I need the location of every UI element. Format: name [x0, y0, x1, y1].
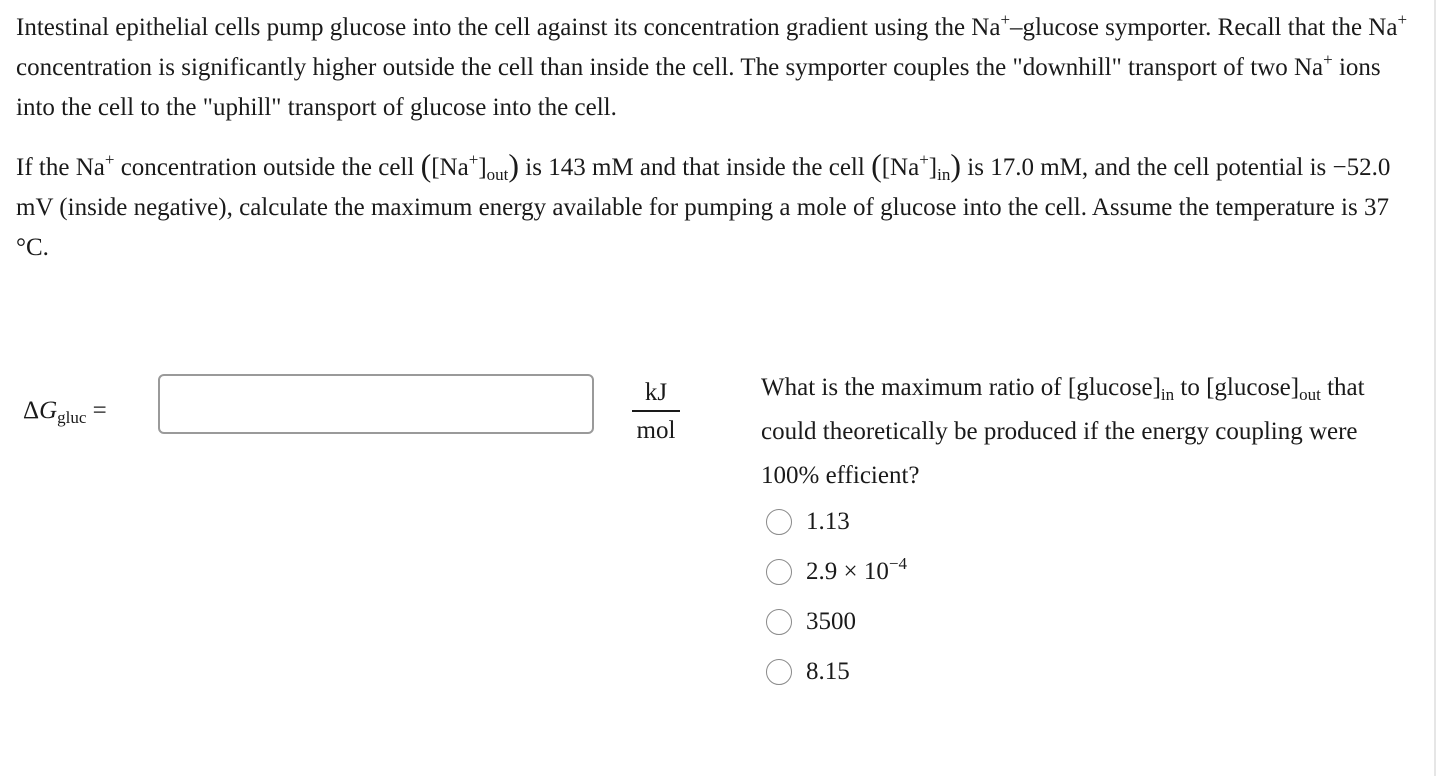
radio-button[interactable] [766, 509, 792, 535]
unit-denominator: mol [636, 417, 676, 444]
fraction-bar [632, 410, 680, 412]
option-label: 3500 [806, 608, 856, 635]
answer-options [766, 497, 907, 697]
unit-numerator: kJ [644, 379, 668, 406]
problem-intro: Intestinal epithelial cells pump glucose into the cell against its concentration gradient using the Na+–glucose symporter. Recall that the Na+ concentration is significantly higher outside the cell than inside the cell. The symporter couples the "downhill" transport of two Na+ ions into the cell to the "uphill" transport of glucose into the cell. [16, 10, 1408, 121]
delta-g-label: $\Delta G_{gluc}$ = [23, 397, 107, 427]
delta-g-answer-input[interactable] [158, 374, 594, 434]
ratio-question: What is the maximum ratio of $[glucose]_{in}$ to $[glucose]_{out}$ that could theoretically be produced if the energy coupling were 100% efficient? [761, 374, 1365, 489]
radio-button[interactable] [766, 659, 792, 685]
option-1[interactable] [766, 497, 907, 547]
problem-statement: If the Na+ concentration outside the cell $([Na^+]_{out})$ is 143 mM and that inside the cell $([Na^+]_{in})$ is 17.0 mM, and the cell potential is −52.0 mV (inside negative), calculate the maximum energy available for pumping a mole of glucose into the cell. Assume the temperature is 37 °C. [16, 147, 1391, 261]
option-label: 8.15 [806, 658, 850, 685]
option-4[interactable] [766, 647, 907, 697]
option-2[interactable] [766, 547, 907, 597]
radio-button[interactable] [766, 559, 792, 585]
option-label: $2.9 \times 10^{-4}$ [806, 554, 907, 585]
radio-button[interactable] [766, 609, 792, 635]
option-label: 1.13 [806, 508, 850, 535]
unit-fraction [632, 378, 680, 446]
option-3[interactable] [766, 597, 907, 647]
